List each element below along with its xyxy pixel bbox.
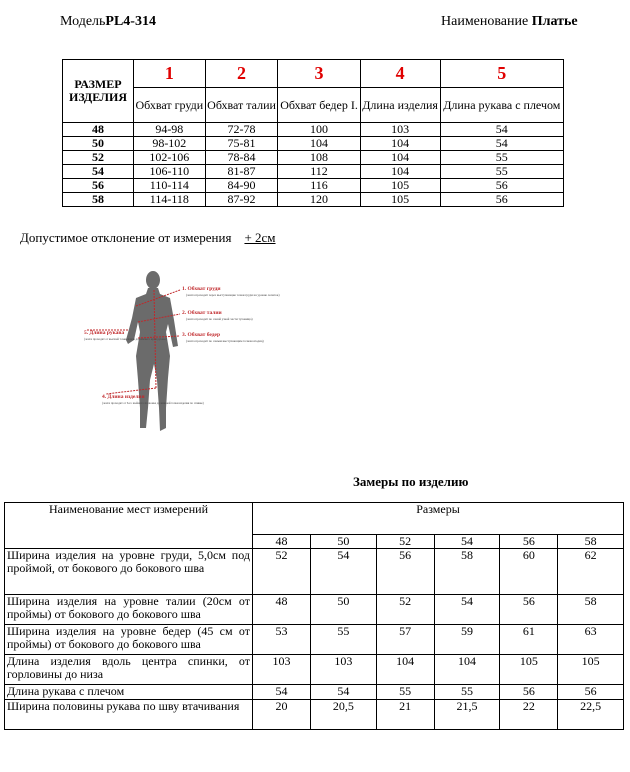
model-label: Модель: [60, 14, 106, 29]
col-label-1: Обхват груди: [134, 88, 206, 123]
value-cell: 102-106: [134, 151, 206, 165]
measure-label: Длина рукава с плечом: [5, 685, 253, 700]
value-cell: 112: [278, 165, 360, 179]
value-cell: 78-84: [205, 151, 278, 165]
measure-row: [5, 700, 624, 730]
measure-value: 20,5: [311, 700, 377, 730]
col-num-3: 3: [278, 60, 360, 88]
measure-value: 56: [500, 685, 558, 700]
measure-value: 104: [434, 655, 500, 685]
value-cell: 98-102: [134, 137, 206, 151]
size-row-header: РАЗМЕР ИЗДЕЛИЯ: [63, 60, 134, 123]
fig-label-5: 5. Длина рукава: [84, 330, 125, 336]
fig-sub-4: (лента проходит от 6-го шейного позвонка до нижней точки изделия по спинке): [102, 401, 204, 405]
measure-value: 53: [253, 625, 311, 655]
measure-value: 20: [253, 700, 311, 730]
col-label-3: Обхват бедер I.: [278, 88, 360, 123]
measure-value: 61: [500, 625, 558, 655]
value-cell: 56: [440, 179, 563, 193]
measure-value: 52: [376, 595, 434, 625]
measure-value: 21,5: [434, 700, 500, 730]
value-cell: 120: [278, 193, 360, 207]
measure-value: 52: [253, 549, 311, 595]
size-cell: 52: [63, 151, 134, 165]
tolerance-note: [20, 230, 276, 246]
col-label-4: Длина изделия: [360, 88, 440, 123]
size-cell: 58: [63, 193, 134, 207]
measure-value: 105: [500, 655, 558, 685]
measure-value: 55: [434, 685, 500, 700]
fig-sub-5: (лента проходит от высшей точки плеча до нижнего края рукава): [84, 337, 167, 341]
measure-row: [5, 549, 624, 595]
measure-label: Ширина половины рукава по шву втачивания: [5, 700, 253, 730]
measure-value: 54: [311, 685, 377, 700]
value-cell: 106-110: [134, 165, 206, 179]
place-header: Наименование мест измерений: [5, 503, 253, 549]
fig-sub-1: (лента проходит через выступающие точки груди на уровне лопаток): [186, 293, 280, 297]
measures-title: Замеры по изделию: [353, 474, 469, 489]
value-cell: 81-87: [205, 165, 278, 179]
value-cell: 55: [440, 165, 563, 179]
value-cell: 105: [360, 179, 440, 193]
measure-value: 57: [376, 625, 434, 655]
name-heading: [441, 14, 578, 30]
measure-row: [5, 625, 624, 655]
measure-row: [5, 655, 624, 685]
measure-value: 60: [500, 549, 558, 595]
value-cell: 105: [360, 193, 440, 207]
fig-sub-3: (лента проходит по самым выступающим точкам ягодиц): [186, 339, 264, 343]
measure-value: 22: [500, 700, 558, 730]
size-row: [63, 165, 564, 179]
value-cell: 75-81: [205, 137, 278, 151]
measure-label: Ширина изделия на уровне груди, 5,0см под проймой, от бокового до бокового шва: [5, 549, 253, 595]
fig-label-2: 2. Обхват талии: [182, 310, 222, 316]
measure-value: 103: [311, 655, 377, 685]
measure-value: 56: [558, 685, 624, 700]
measure-value: 55: [311, 625, 377, 655]
measure-value: 56: [376, 549, 434, 595]
measures-table: [4, 502, 624, 730]
measure-value: 54: [311, 549, 377, 595]
tolerance-text: Допустимое отклонение от измерения: [20, 230, 232, 245]
measure-value: 58: [434, 549, 500, 595]
measure-value: 54: [253, 685, 311, 700]
value-cell: 116: [278, 179, 360, 193]
value-cell: 54: [440, 123, 563, 137]
measure-label: Ширина изделия на уровне бедер (45 см от проймы) от бокового до бокового шва: [5, 625, 253, 655]
fig-label-4: 4. Длина изделия: [102, 394, 145, 400]
size-cell: 50: [63, 137, 134, 151]
body-silhouette-illustration: [80, 268, 320, 438]
measure-value: 62: [558, 549, 624, 595]
value-cell: 104: [360, 165, 440, 179]
body-silhouette: [126, 271, 178, 431]
value-cell: 104: [360, 137, 440, 151]
model-code: PL4-314: [105, 14, 156, 29]
size-row: [63, 151, 564, 165]
fig-label-3: 3. Обхват бедер: [182, 332, 221, 338]
size-row: [63, 123, 564, 137]
col-num-2: 2: [205, 60, 278, 88]
measure-value: 21: [376, 700, 434, 730]
measure-value: 56: [500, 595, 558, 625]
size-col-header: 48: [253, 535, 311, 549]
measure-value: 105: [558, 655, 624, 685]
size-col-header: 50: [311, 535, 377, 549]
size-table: [62, 59, 564, 207]
value-cell: 104: [360, 151, 440, 165]
measure-value: 63: [558, 625, 624, 655]
size-col-header: 54: [434, 535, 500, 549]
col-num-4: 4: [360, 60, 440, 88]
col-num-1: 1: [134, 60, 206, 88]
size-row: [63, 179, 564, 193]
value-cell: 108: [278, 151, 360, 165]
measure-label: Длина изделия вдоль центра спинки, от горловины до низа: [5, 655, 253, 685]
col-label-5: Длина рукава с плечом: [440, 88, 563, 123]
fig-sub-2: (лента проходит по самой узкой части туловища): [186, 317, 253, 321]
measure-value: 54: [434, 595, 500, 625]
col-label-2: Обхват талии: [205, 88, 278, 123]
name-label: Наименование: [441, 14, 529, 29]
sizes-header: Размеры: [253, 503, 624, 535]
fig-label-1: 1. Обхват груди: [182, 286, 221, 292]
value-cell: 94-98: [134, 123, 206, 137]
measure-value: 48: [253, 595, 311, 625]
value-cell: 55: [440, 151, 563, 165]
value-cell: 110-114: [134, 179, 206, 193]
value-cell: 87-92: [205, 193, 278, 207]
value-cell: 54: [440, 137, 563, 151]
name-value: Платье: [531, 14, 578, 29]
value-cell: 56: [440, 193, 563, 207]
measure-value: 58: [558, 595, 624, 625]
value-cell: 103: [360, 123, 440, 137]
size-col-header: 52: [376, 535, 434, 549]
value-cell: 114-118: [134, 193, 206, 207]
size-col-header: 58: [558, 535, 624, 549]
col-num-5: 5: [440, 60, 563, 88]
measure-value: 22,5: [558, 700, 624, 730]
size-cell: 48: [63, 123, 134, 137]
value-cell: 72-78: [205, 123, 278, 137]
measurement-figure: [80, 268, 320, 438]
measure-value: 55: [376, 685, 434, 700]
model-heading: [60, 14, 156, 30]
size-col-header: 56: [500, 535, 558, 549]
measure-label: Ширина изделия на уровне талии (20см от проймы) от бокового до бокового шва: [5, 595, 253, 625]
measure-value: 59: [434, 625, 500, 655]
value-cell: 84-90: [205, 179, 278, 193]
size-row: [63, 137, 564, 151]
measure-value: 104: [376, 655, 434, 685]
size-cell: 54: [63, 165, 134, 179]
tolerance-value: + 2см: [244, 230, 276, 245]
value-cell: 104: [278, 137, 360, 151]
measure-value: 50: [311, 595, 377, 625]
measure-row: [5, 595, 624, 625]
size-row: [63, 193, 564, 207]
value-cell: 100: [278, 123, 360, 137]
size-cell: 56: [63, 179, 134, 193]
measure-row: [5, 685, 624, 700]
measure-value: 103: [253, 655, 311, 685]
